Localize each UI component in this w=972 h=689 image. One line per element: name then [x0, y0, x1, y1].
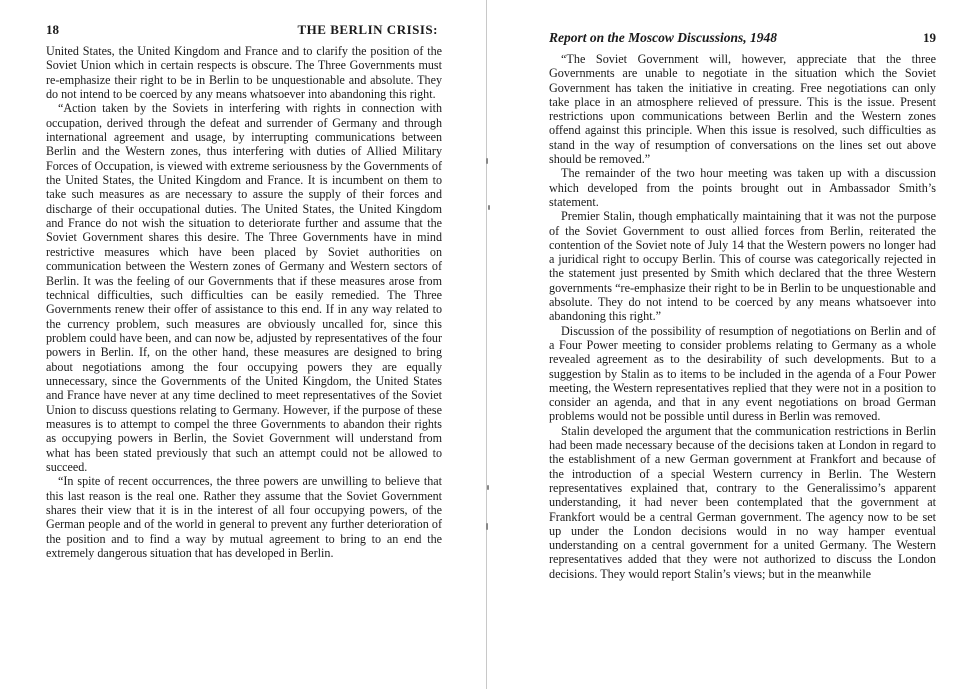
left-page-number: 18: [46, 22, 59, 37]
right-paragraph-5: Stalin developed the argument that the communication restrictions in Berlin had been made necessary because of the decisions taken at London in regard to the establishment of a new German government at Frankfort and because of the introduction of a special Western currency in Berlin. The Western representatives explained that, contrary to the Generalissimo’s apparent understanding, it had never been contemplated that the government at Frankfort would be a central German government. The agency now to be set up under the London decisions would in no way hamper eventual understanding on a central government for a united Germany. The Western representatives added that they were not authorized to discuss the London decisions. They would report Stalin’s views; but in the meanwhile: [549, 423, 936, 581]
right-paragraph-2: The remainder of the two hour meeting was taken up with a discussion which developed from the points brought out in Ambassador Smith’s statement.: [549, 166, 936, 209]
right-paragraph-3: Premier Stalin, though emphatically maintaining that it was not the purpose of the Soviet Government to oust allied forces from Berlin, reiterated the contention of the Soviet note of July 14 that the Western powers no longer had a juridical right to occupy Berlin. This of course was categorically rejected in the statement just presented by Smith which declared that the three Western governments “re-emphasize their right to be in Berlin to be unquestionable and absolute. They do not intend to be coerced by any means whatsoever into abandoning this right.”: [549, 209, 936, 324]
right-page-body: [549, 52, 936, 581]
left-paragraph-1: United States, the United Kingdom and France and to clarify the position of the Soviet Union which in certain respects is obscure. The Three Governments must re-emphasize their right to be in Berlin to be unquestionable and absolute. They do not intend to be coerced by any means whatsoever into abandoning this right.: [46, 44, 442, 102]
left-paragraph-3: “In spite of recent occurrences, the three powers are unwilling to believe that this last reason is the real one. Rather they assume that the Soviet Government shares their view that it is in the interest of all four occupying powers, of the German people and of the world in general to prevent any further deterioration of the position and to find a way by mutual agreement to bring to an end the extremely dangerous situation that has developed in Berlin.: [46, 474, 442, 561]
right-page-number: 19: [923, 30, 936, 45]
left-paragraph-2: “Action taken by the Soviets in interfering with rights in connection with occupation, derived through the defeat and surrender of Germany and through international agreement and usage, by interrupting communications between Berlin and the Western zones, thus interfering with duties of Allied Military Forces of Occupation, is viewed with extreme seriousness by the Governments of the United States, the United Kingdom and France. It is incumbent on them to take such measures as are necessary to assure the supply of their forces and discharge of their occupational duties. The United States, the United Kingdom and France do not wish the situation to deteriorate further and assume that the Soviet Government shares this desire. The Three Governments have in mind restrictive measures which have been placed by Soviet authorities on communication between the Western zones of Germany and Western sectors of Berlin. It was the feeling of our Governments that if these measures arose from technical difficulties, such difficulties can be easily remedied. The Three Governments renew their offer of assistance to this end. If in any way related to the currency problem, such measures are obviously uncalled for, since this problem could have been, and can now be, adjusted by representatives of the four powers in Berlin. If, on the other hand, these measures are designed to bring about negotiations among the four occupying powers they are equally unnecessary, since the Governments of the United Kingdom, the United States and France have never at any time declined to meet representatives of the Soviet Union to discuss questions relating to Germany. However, if the purpose of these measures is to attempt to compel the three Governments to abandon their rights as occupying powers in Berlin, the Soviet Government will understand from what has been stated previously that such an attempt could not be allowed to succeed.: [46, 101, 442, 474]
right-paragraph-1: “The Soviet Government will, however, appreciate that the three Governments are unable to negotiate in the situation which the Soviet Government has taken the initiative in creating. Free negotiations can only take place in an atmosphere relieved of pressure. This is the issue. Present restrictions upon communications between Berlin and the Western zones offend against this principle. When this issue is resolved, such difficulties as stand in the way of resumption of conversations on the lines set out above should be removed.”: [549, 52, 936, 167]
left-running-title: THE BERLIN CRISIS:: [297, 22, 438, 37]
left-page-body: [46, 44, 442, 560]
right-running-title: Report on the Moscow Discussions, 1948: [549, 30, 778, 45]
right-page: [487, 0, 972, 689]
right-paragraph-4: Discussion of the possibility of resumption of negotiations on Berlin and of a Four Power meeting to consider problems relating to Germany as a whole revealed agreement as to the desirability of such developments. But to a suggestion by Stalin as to items to be included in the agenda of a Four Power meeting, the Western representatives replied that they were not in a position to consider an agenda, and that in any event negotiations on broad German problems would not be possible until duress in Berlin was removed.: [549, 323, 936, 424]
left-running-head: [46, 22, 442, 38]
right-running-head: [549, 30, 936, 46]
